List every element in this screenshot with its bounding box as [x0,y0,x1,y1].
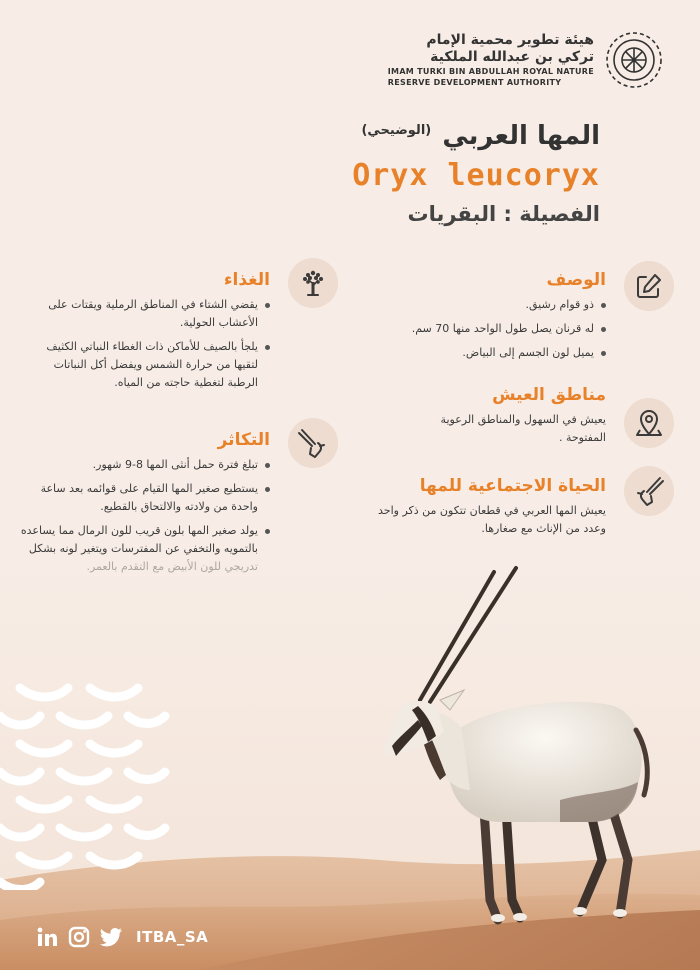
habitat-text: يعيش في السهول والمناطق الرعوية المفتوحة . [440,413,606,444]
habitat-title: مناطق العيش [492,385,606,405]
org-name [388,32,594,88]
social-handle[interactable]: ITBA_SA [136,928,209,946]
description-section [306,270,606,368]
oryx-horns-icon [624,466,674,516]
list-item: له قرنان يصل طول الواحد منها 70 سم. [306,320,606,338]
oryx-horns-icon [288,418,338,468]
decorative-wave-pattern [0,680,170,890]
header [388,30,664,90]
food-list [30,296,270,392]
social-title: الحياة الاجتماعية للمها [419,476,606,496]
list-item: يولد صغير المها بلون قريب للون الرمال مما يساعده بالتمويه والتخفي عن المفترسات ويتغير لونه بشكل [20,522,270,576]
scientific-name: Oryx leucoryx [352,158,600,193]
tree-icon [288,258,338,308]
list-item: ذو قوام رشيق. [306,296,606,314]
family-label: الفصيلة : البقريات [407,202,600,226]
list-item: يستطيع صغير المها القيام على قوائمه بعد ساعة واحدة من ولادته والالتحاق بالقطيع. [20,480,270,516]
social-section [376,476,606,538]
linkedin-icon[interactable] [36,926,58,948]
instagram-icon[interactable] [68,926,90,948]
location-pin-icon [624,398,674,448]
description-list [306,296,606,362]
list-item: تبلغ فترة حمل أنثى المها 8-9 شهور. [20,456,270,474]
food-section [30,270,270,398]
reproduction-list [20,456,270,576]
authority-logo-icon [604,30,664,90]
habitat-section [306,385,606,447]
list-item: يقضي الشتاء في المناطق الرملية ويقتات على الأعشاب الحولية. [30,296,270,332]
social-text: يعيش المها العربي في قطعان تتكون من ذكر واحد وعدد من الإناث مع صغارها. [378,504,606,535]
title-alt-name: (الوضيحي) [361,123,432,138]
list-item: يميل لون الجسم إلى البياض. [306,344,606,362]
org-name-en-line1: IMAM TURKI BIN ABDULLAH ROYAL NATURE [387,67,594,76]
list-item: يلجأ بالصيف للأماكن ذات الغطاء النباتي الكثيف لتقيها من حرارة الشمس ويفضل أكل النباتات الرطبة لتغطية حاجته من المياه. [30,338,270,392]
description-title: الوصف [546,270,606,290]
org-name-en-line2: RESERVE DEVELOPMENT AUTHORITY [387,78,562,87]
title-block [361,116,600,156]
social-footer [36,926,208,948]
org-name-ar-line1: هيئة تطوير محمية الإمام [426,32,594,48]
food-title: الغذاء [223,270,270,290]
org-name-ar-line2: تركي بن عبدالله الملكية [430,49,594,65]
reproduction-title: التكاثر [217,430,270,450]
twitter-icon[interactable] [100,926,122,948]
page-title: المها العربي [442,121,600,151]
pencil-icon [624,261,674,311]
